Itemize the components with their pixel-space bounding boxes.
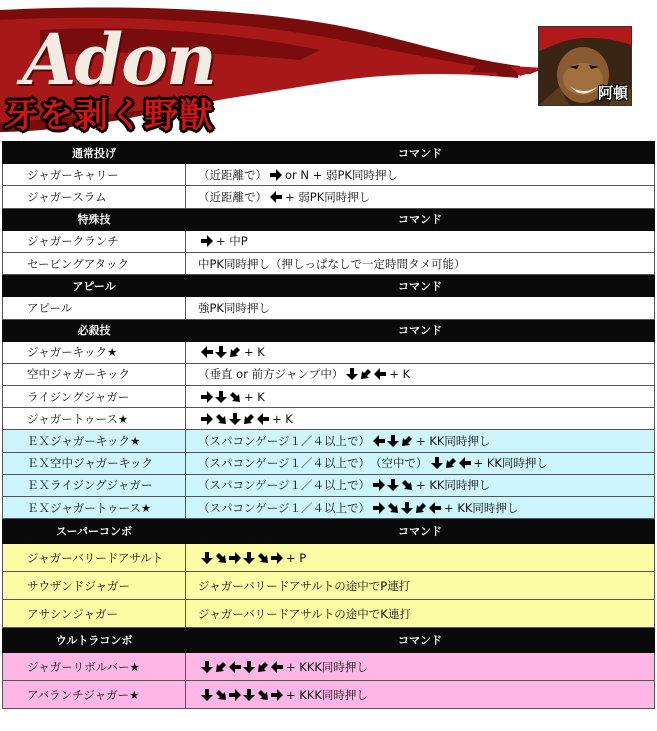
move-command: [186, 430, 655, 452]
move-row: [3, 600, 655, 628]
command-suffix: + K: [244, 389, 265, 404]
move-name: ＥＸライジングジャガー: [3, 474, 186, 496]
right-arrow-icon: [271, 552, 283, 564]
command-prefix: （スパコンゲージ１／４以上で）: [198, 478, 371, 493]
command-suffix: + P: [286, 550, 307, 565]
move-name: 空中ジャガーキック: [3, 363, 186, 385]
right-arrow-icon: [270, 169, 282, 181]
section-title: 通常投げ: [3, 142, 186, 164]
move-command: [186, 252, 655, 274]
command-arrows: [372, 501, 442, 515]
command-arrows: [200, 551, 284, 565]
section-title: 特殊技: [3, 208, 186, 230]
down-left-arrow-icon: [230, 347, 240, 357]
command-suffix: + K: [389, 367, 411, 382]
down-left-arrow-icon: [416, 503, 426, 513]
command-column-header: コマンド: [186, 319, 655, 341]
command-prefix: （近距離で）: [198, 167, 267, 182]
right-arrow-icon: [229, 689, 241, 701]
right-arrow-icon: [201, 413, 213, 425]
down-left-arrow-icon: [244, 414, 254, 424]
section-title: 必殺技: [3, 319, 186, 341]
move-row: [3, 474, 655, 496]
section-title: アピール: [3, 275, 186, 297]
right-arrow-icon: [201, 235, 213, 247]
move-name: アサシンジャガー: [3, 600, 186, 628]
move-name: ジャガーバリードアサルト: [3, 544, 186, 572]
command-prefix: （垂直 or 前方ジャンプ中）: [198, 367, 344, 382]
command-prefix: （スパコンゲージ１／４以上で）: [198, 500, 371, 515]
command-suffix: or N + 弱PK同時押し: [285, 167, 398, 182]
down-right-arrow-icon: [216, 553, 226, 563]
command-prefix: （スパコンゲージ１／４以上で）: [198, 434, 371, 449]
left-arrow-icon: [229, 661, 241, 673]
move-command: [186, 297, 655, 319]
right-arrow-icon: [201, 391, 213, 403]
down-arrow-icon: [229, 413, 241, 425]
down-arrow-icon: [201, 552, 213, 564]
down-right-arrow-icon: [216, 690, 226, 700]
down-arrow-icon: [243, 689, 255, 701]
move-command: [186, 230, 655, 252]
move-command: [186, 386, 655, 408]
right-arrow-icon: [373, 479, 385, 491]
move-row: [3, 252, 655, 274]
left-arrow-icon: [429, 502, 441, 514]
section-header-row: [3, 519, 655, 544]
move-name: サウザンドジャガー: [3, 572, 186, 600]
logo-text: Adon: [22, 18, 215, 101]
move-row: [3, 186, 655, 208]
down-arrow-icon: [431, 457, 443, 469]
move-row: [3, 363, 655, 385]
move-command: [186, 363, 655, 385]
move-name: ジャガースラム: [3, 186, 186, 208]
move-name: ＥＸジャガートゥース★: [3, 497, 186, 519]
move-row: [3, 653, 655, 681]
down-right-arrow-icon: [388, 503, 398, 513]
command-arrows: [372, 478, 414, 492]
section-header-row: [3, 142, 655, 164]
move-row: [3, 386, 655, 408]
move-name: アピール: [3, 297, 186, 319]
section-header-row: [3, 275, 655, 297]
command-prefix: （スパコンゲージ１／４以上で） （空中で）: [198, 456, 428, 471]
move-name: ＥＸ空中ジャガーキック: [3, 452, 186, 474]
down-arrow-icon: [387, 479, 399, 491]
section-header-row: [3, 208, 655, 230]
move-row: [3, 681, 655, 709]
character-portrait: [538, 26, 632, 106]
down-arrow-icon: [243, 661, 255, 673]
move-row: [3, 497, 655, 519]
move-name: ジャガートゥース★: [3, 408, 186, 430]
down-arrow-icon: [401, 502, 413, 514]
down-right-arrow-icon: [402, 480, 412, 490]
command-arrows: [200, 412, 270, 426]
down-arrow-icon: [387, 435, 399, 447]
command-suffix: + KK同時押し: [473, 456, 548, 471]
left-arrow-icon: [459, 457, 471, 469]
down-arrow-icon: [243, 552, 255, 564]
command-prefix: （近距離で）: [198, 189, 267, 204]
left-arrow-icon: [374, 368, 386, 380]
move-row: [3, 430, 655, 452]
command-suffix: + K: [272, 411, 293, 426]
right-arrow-icon: [373, 502, 385, 514]
move-command: [186, 474, 655, 496]
command-arrows: [200, 390, 242, 404]
down-right-arrow-icon: [230, 392, 240, 402]
left-arrow-icon: [270, 191, 282, 203]
subtitle: 牙を剥く野獣: [4, 96, 214, 136]
left-arrow-icon: [271, 661, 283, 673]
move-row: [3, 408, 655, 430]
command-prefix: ジャガーバリードアサルトの途中でP連打: [198, 578, 411, 593]
down-arrow-icon: [215, 391, 227, 403]
move-name: ＥＸジャガーキック★: [3, 430, 186, 452]
move-name: ジャガークランチ: [3, 230, 186, 252]
command-prefix: ジャガーバリードアサルトの途中でK連打: [198, 606, 411, 621]
down-left-arrow-icon: [402, 436, 412, 446]
move-name: セービングアタック: [3, 252, 186, 274]
down-left-arrow-icon: [216, 662, 226, 672]
move-list-table: [2, 141, 655, 709]
move-command: [186, 600, 655, 628]
move-command: [186, 544, 655, 572]
command-arrows: [269, 190, 283, 204]
command-suffix: + 弱PK同時押し: [285, 189, 371, 204]
move-row: [3, 341, 655, 363]
move-command: [186, 653, 655, 681]
move-name: ライジングジャガー: [3, 386, 186, 408]
section-title: スーパーコンボ: [3, 519, 186, 544]
command-arrows: [200, 660, 284, 674]
move-command: [186, 164, 655, 186]
right-arrow-icon: [229, 552, 241, 564]
move-row: [3, 544, 655, 572]
section-title: ウルトラコンボ: [3, 628, 186, 653]
command-column-header: コマンド: [186, 519, 655, 544]
command-suffix: + KK同時押し: [416, 434, 491, 449]
command-suffix: + KKK同時押し: [286, 687, 368, 702]
command-arrows: [200, 234, 214, 248]
command-suffix: + K: [244, 345, 265, 360]
move-name: アバランチジャガー★: [3, 681, 186, 709]
command-arrows: [372, 434, 414, 448]
move-name: ジャガーキャリー: [3, 164, 186, 186]
page-header: [0, 0, 657, 140]
command-suffix: + KKK同時押し: [286, 659, 368, 674]
move-command: [186, 341, 655, 363]
command-prefix: 中PK同時押し（押しっぱなしで一定時間タメ可能）: [198, 256, 466, 271]
down-left-arrow-icon: [258, 662, 268, 672]
move-command: [186, 572, 655, 600]
section-header-row: [3, 319, 655, 341]
down-left-arrow-icon: [446, 458, 456, 468]
move-name: ジャガーリボルバー★: [3, 653, 186, 681]
command-suffix: + 中P: [216, 234, 248, 249]
move-row: [3, 452, 655, 474]
move-command: [186, 497, 655, 519]
move-command: [186, 452, 655, 474]
command-arrows: [269, 168, 283, 182]
left-arrow-icon: [201, 346, 213, 358]
down-left-arrow-icon: [361, 369, 371, 379]
command-column-header: コマンド: [186, 628, 655, 653]
command-arrows: [430, 456, 472, 470]
move-row: [3, 572, 655, 600]
right-arrow-icon: [271, 689, 283, 701]
section-header-row: [3, 628, 655, 653]
move-row: [3, 164, 655, 186]
command-suffix: + KK同時押し: [416, 478, 491, 493]
down-arrow-icon: [201, 689, 213, 701]
command-arrows: [345, 367, 387, 381]
move-command: [186, 186, 655, 208]
move-command: [186, 408, 655, 430]
down-arrow-icon: [215, 346, 227, 358]
down-right-arrow-icon: [216, 414, 226, 424]
left-arrow-icon: [373, 435, 385, 447]
left-arrow-icon: [257, 413, 269, 425]
move-row: [3, 230, 655, 252]
command-arrows: [200, 688, 284, 702]
move-command: [186, 681, 655, 709]
command-suffix: + KK同時押し: [444, 500, 519, 515]
command-arrows: [200, 345, 242, 359]
command-column-header: コマンド: [186, 142, 655, 164]
move-name: ジャガーキック★: [3, 341, 186, 363]
command-column-header: コマンド: [186, 208, 655, 230]
move-row: [3, 297, 655, 319]
down-arrow-icon: [201, 661, 213, 673]
down-right-arrow-icon: [258, 690, 268, 700]
down-right-arrow-icon: [258, 553, 268, 563]
command-prefix: 強PK同時押し: [198, 300, 270, 315]
down-arrow-icon: [346, 368, 358, 380]
portrait-name: 阿頓: [597, 84, 628, 102]
command-column-header: コマンド: [186, 275, 655, 297]
